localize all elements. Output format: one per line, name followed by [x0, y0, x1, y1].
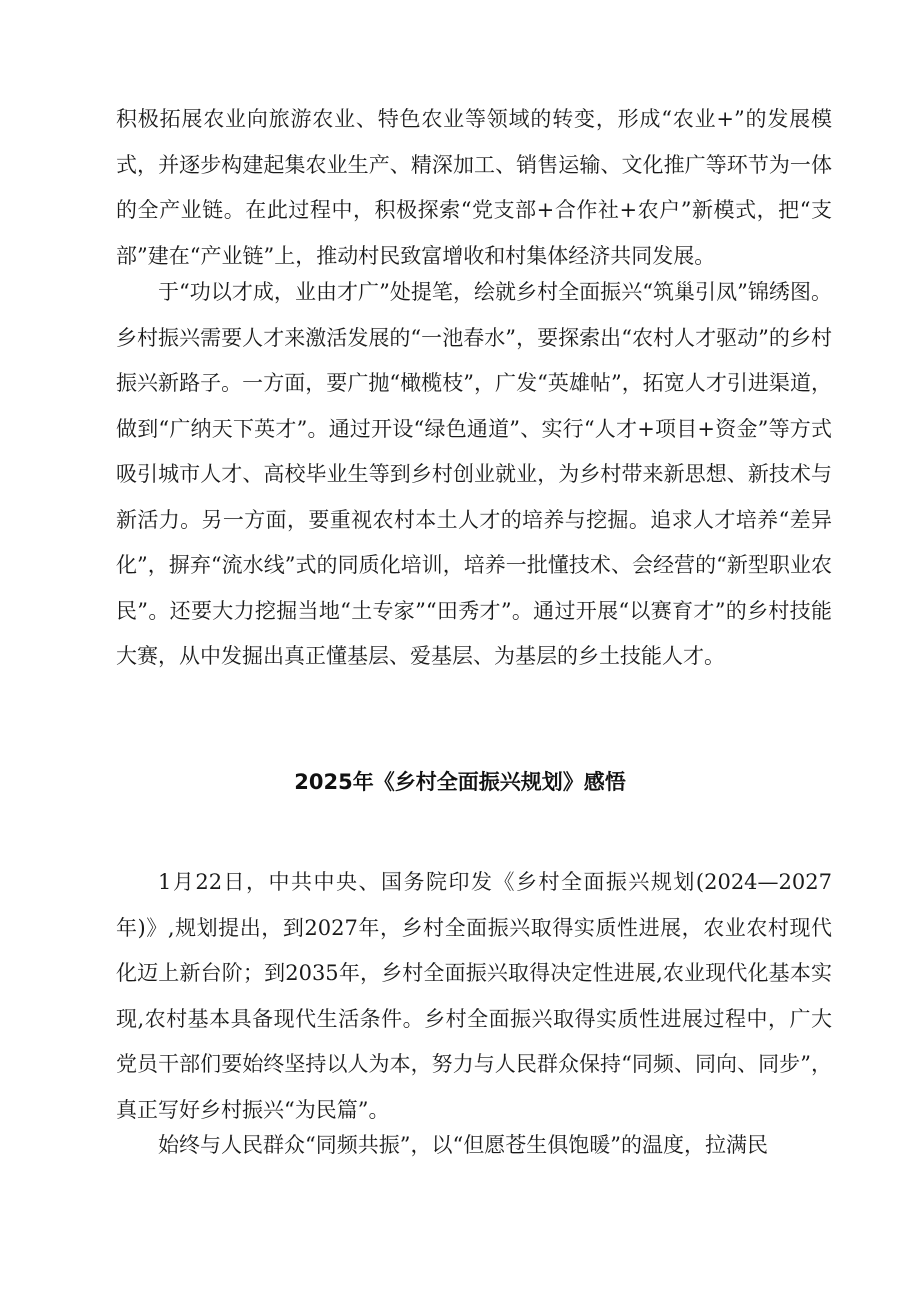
paragraph-same-frequency — [116, 1123, 832, 1169]
paragraph-agriculture-chain — [116, 97, 832, 279]
paragraph-text: 于“功以才成，业由才广”处提笔，绘就乡村全面振兴“筑巢引凤”锦绣图。乡村振兴需要人才来激活发展的“一池春水”，要探索出“农村人才驱动”的乡村振兴新路子。一方面，要广抛“橄榄枝”，广发“英雄帖”，拓宽人才引进渠道，做到“广纳天下英才”。通过开设“绿色通道”、实行“人才+项目+资金”等方式吸引城市人才、高校毕业生等到乡村创业就业，为乡村带来新思想、新技术与新活力。另一方面，要重视农村本土人才的培养与挖掘。追求人才培养“差异化”，摒弃“流水线”式的同质化培训，培养一批懂技术、会经营的“新型职业农民”。还要大力挖掘当地“土专家”“田秀才”。通过开展“以赛育才”的乡村技能大赛，从中发掘出真正懂基层、爱基层、为基层的乡土技能人才。 — [116, 280, 832, 668]
paragraph-text: 1月22日，中共中央、国务院印发《乡村全面振兴规划(2024—2027年)》,规划提出，到2027年，乡村全面振兴取得实质性进展，农业农村现代化迈上新台阶；到2035年，乡村全面振兴取得决定性进展,农业现代化基本实现,农村基本具备现代生活条件。乡村全面振兴取得实质性进展过程中，广大党员干部们要始终坚持以人为本，努力与人民群众保持“同频、同向、同步”，真正写好乡村振兴“为民篇”。 — [116, 870, 832, 1122]
paragraph-text: 积极拓展农业向旅游农业、特色农业等领域的转变，形成“农业+”的发展模式，并逐步构建起集农业生产、精深加工、销售运输、文化推广等环节为一体的全产业链。在此过程中，积极探索“党支部+合作社+农户”新模式，把“支部”建在“产业链”上，推动村民致富增收和村集体经济共同发展。 — [116, 107, 832, 268]
paragraph-text: 始终与人民群众“同频共振”，以“但愿苍生俱饱暖”的温度，拉满民 — [158, 1133, 768, 1157]
paragraph-plan-intro — [116, 860, 832, 1133]
paragraph-talent — [116, 270, 832, 680]
section-heading: 2025年《乡村全面振兴规划》感悟 — [294, 770, 626, 794]
